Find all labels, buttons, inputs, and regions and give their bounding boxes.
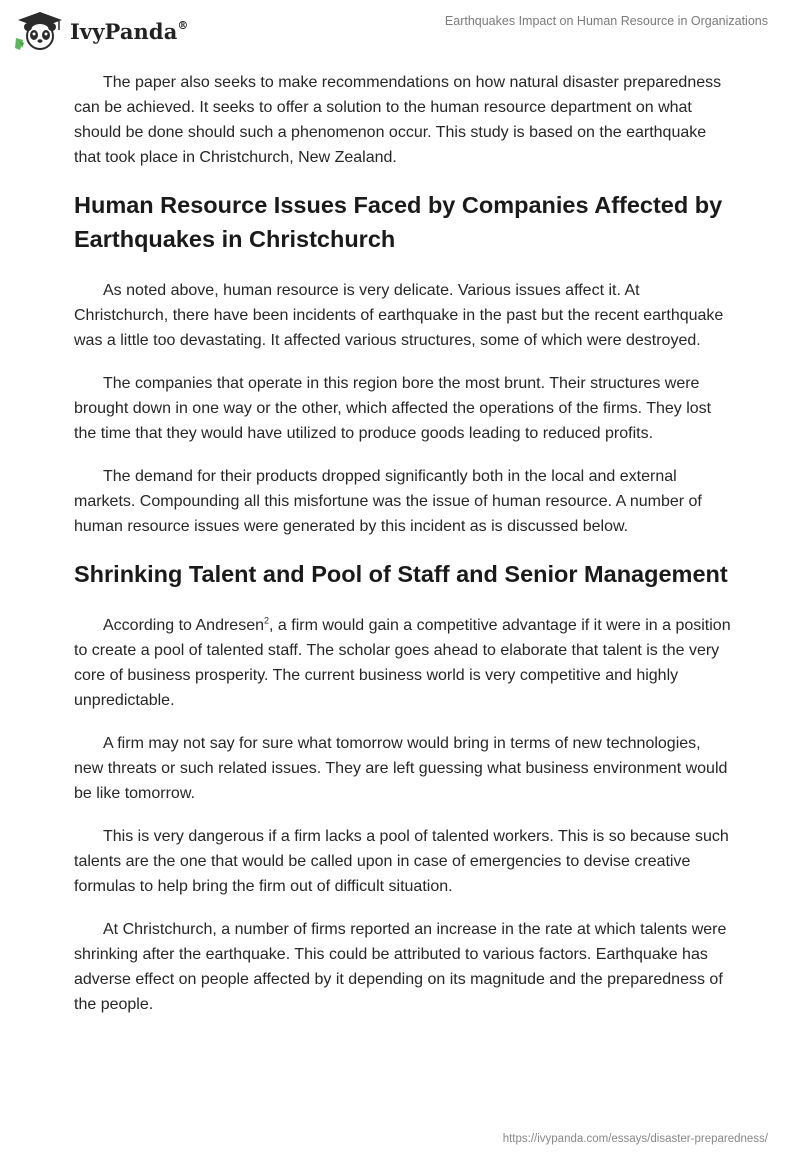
section-heading: Shrinking Talent and Pool of Staff and Senior Management bbox=[74, 561, 728, 587]
source-url[interactable]: https://ivypanda.com/essays/disaster-preparedness/ bbox=[502, 1133, 768, 1145]
paragraph-text: According to Andresen bbox=[103, 617, 264, 634]
paragraph bbox=[74, 613, 734, 713]
paragraph-text: , a firm would gain a competitive advantage if it were in a position to create a pool of talented staff. The scholar goes ahead to elaborate that talent is the very core of business prosperity. The current business world is very competitive and highly unpredictable. bbox=[74, 617, 731, 709]
brand-name: IvyPanda® bbox=[70, 18, 189, 44]
footnote-marker[interactable]: 2 bbox=[264, 615, 270, 626]
section-heading: Human Resource Issues Faced by Companies Affected by Earthquakes in Christchurch bbox=[74, 192, 723, 252]
paragraph: A firm may not say for sure what tomorrow would bring in terms of new technologies, new threats or such related issues. They are left guessing what business environment would be like tomorrow. bbox=[74, 735, 728, 802]
panda-graduate-icon bbox=[14, 10, 66, 52]
paragraph: At Christchurch, a number of firms reported an increase in the rate at which talents were shrinking after the earthquake. This could be attributed to various factors. Earthquake has adverse effect on people affected by it depending on its magnitude and the preparedness of the people. bbox=[74, 921, 727, 1013]
paragraph: As noted above, human resource is very delicate. Various issues affect it. At Christchurch, there have been incidents of earthquake in the past but the recent earthquake was a little too devastating. It affected various structures, some of which were destroyed. bbox=[74, 282, 724, 349]
paragraph: This is very dangerous if a firm lacks a pool of talented workers. This is so because such talents are the one that would be called upon in case of emergencies to devise creative formulas to help bring the firm out of difficult situation. bbox=[74, 828, 729, 895]
page-header bbox=[0, 0, 800, 70]
paragraph: The demand for their products dropped significantly both in the local and external markets. Compounding all this misfortune was the issue of human resource. A number of human resource issues were generated by this incident as is discussed below. bbox=[74, 468, 702, 535]
article-body bbox=[74, 70, 734, 1035]
registered-mark: ® bbox=[177, 18, 189, 32]
document-title: Earthquakes Impact on Human Resource in Organizations bbox=[444, 14, 768, 28]
paragraph: The paper also seeks to make recommendations on how natural disaster preparedness can be achieved. It seeks to offer a solution to the human resource department on what should be done should such a phenomenon occur. This study is based on the earthquake that took place in Christchurch, New Zealand. bbox=[74, 74, 722, 166]
brand-logo[interactable] bbox=[14, 10, 189, 52]
paragraph: The companies that operate in this region bore the most brunt. Their structures were brought down in one way or the other, which affected the operations of the firms. They lost the time that they would have utilized to produce goods leading to reduced profits. bbox=[74, 375, 712, 442]
